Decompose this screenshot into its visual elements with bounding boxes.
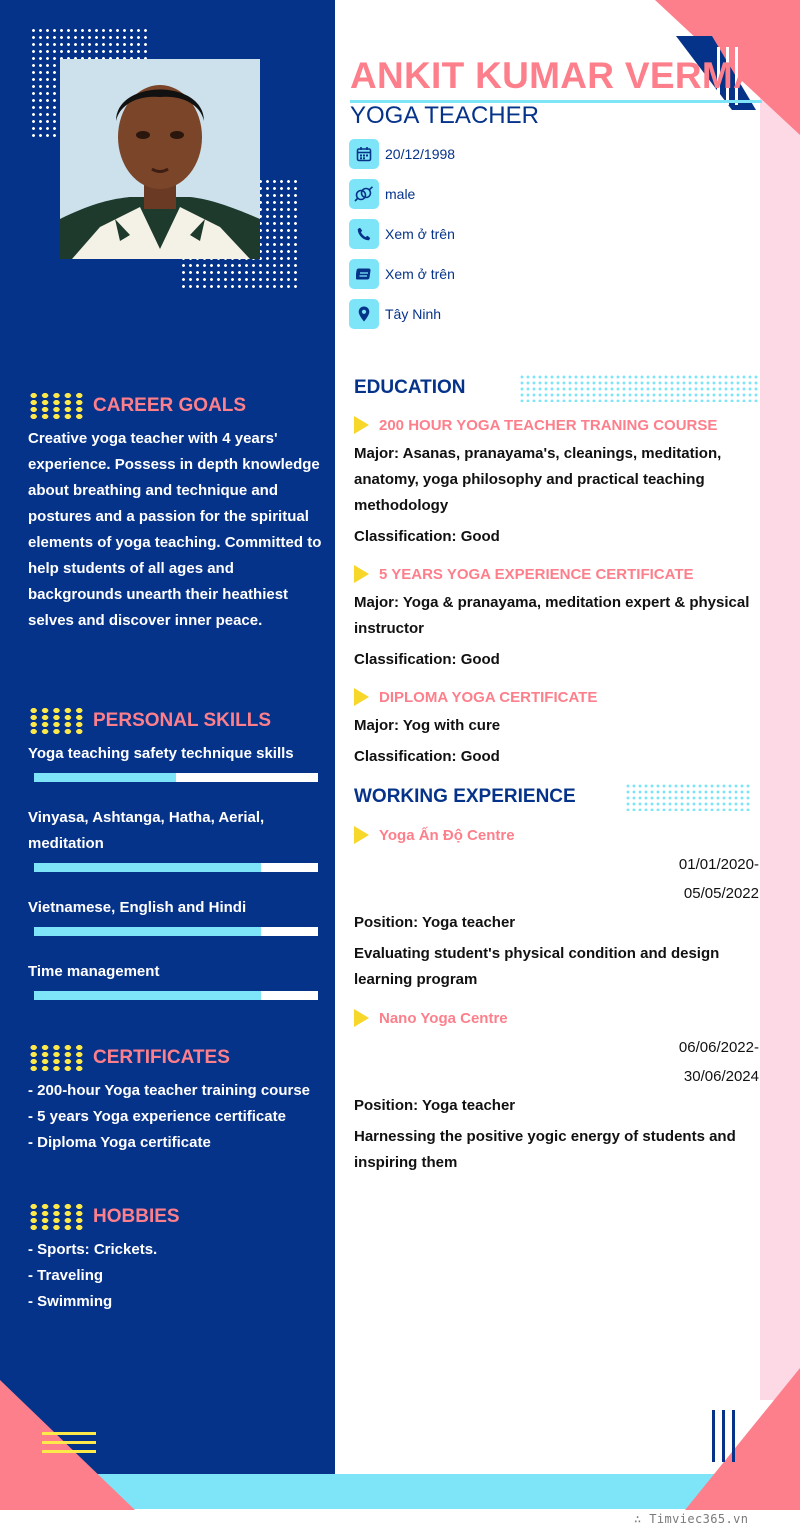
experience-date-start: 01/01/2020-: [678, 856, 759, 873]
hobby-item: - Swimming: [28, 1293, 113, 1310]
experience-dot-pattern: [625, 783, 751, 811]
bottom-right-navy-lines: [712, 1410, 742, 1467]
education-dot-pattern: [519, 374, 759, 402]
experience-item-title: [354, 1009, 508, 1027]
contact-phone-text: Xem ở trên: [385, 226, 455, 242]
experience-position: Position: Yoga teacher: [354, 914, 516, 931]
certificate-item: - Diploma Yoga certificate: [28, 1134, 211, 1151]
bottom-right-pink-triangle: [685, 1368, 800, 1510]
education-classification: Classification: Good: [354, 748, 500, 765]
experience-item-title: [354, 826, 515, 844]
career-goals-text: Creative yoga teacher with 4 years' experience. Possess in depth knowledge about breathing and technique and postures and a passion for the spiritual elements of yoga teaching. Committed to help students of all ages and backgrounds unearth their heathiest selves and discover inner peace.: [28, 430, 322, 629]
triangle-bullet-icon: [354, 416, 369, 434]
experience-description: Harnessing the positive yogic energy of students and inspiring them: [354, 1128, 736, 1171]
education-major: Major: Yoga & pranayama, meditation expert & physical instructor: [354, 594, 750, 637]
hobbies-title: HOBBIES: [93, 1206, 180, 1227]
experience-description: Evaluating student's physical condition and design learning program: [354, 945, 720, 988]
contact-address: [349, 299, 441, 329]
education-classification: Classification: Good: [354, 651, 500, 668]
contact-email-text: Xem ở trên: [385, 266, 455, 282]
experience-position: Position: Yoga teacher: [354, 1097, 516, 1114]
triangle-bullet-icon: [354, 688, 369, 706]
contact-address-text: Tây Ninh: [385, 306, 442, 322]
skill-bar: [34, 991, 318, 1000]
calendar-icon: [349, 139, 379, 169]
contact-birthday-text: 20/12/1998: [385, 146, 456, 162]
hobby-item: - Sports: Crickets.: [28, 1241, 158, 1258]
certificate-item: - 5 years Yoga experience certificate: [28, 1108, 286, 1125]
personal-skills-title: PERSONAL SKILLS: [93, 710, 272, 731]
candidate-name: ANKIT KUMAR VERMA: [350, 55, 761, 96]
contact-gender: [349, 179, 415, 209]
contact-phone: [349, 219, 455, 249]
hobby-item: - Traveling: [28, 1267, 104, 1284]
hobbies-heading: [28, 1203, 180, 1231]
skill-bar-fill: [34, 991, 261, 1000]
triangle-bullet-icon: [354, 1009, 369, 1027]
skill-bar: [34, 863, 318, 872]
skill-name: Vinyasa, Ashtanga, Hatha, Aerial, meditation: [28, 809, 265, 852]
experience-date-end: 05/05/2022: [683, 885, 759, 902]
education-item-title: [354, 416, 717, 434]
skill-bar: [34, 773, 318, 782]
gender-icon: [349, 179, 379, 209]
experience-date-end: 30/06/2024: [683, 1068, 759, 1085]
education-name: 5 YEARS YOGA EXPERIENCE CERTIFICATE: [379, 565, 694, 583]
watermark: ∴ Timviec365.vn: [634, 1512, 749, 1526]
skill-name: Yoga teaching safety technique skills: [28, 745, 294, 762]
education-classification: Classification: Good: [354, 528, 500, 545]
experience-company: Nano Yoga Centre: [379, 1009, 508, 1027]
phone-icon: [349, 219, 379, 249]
heading-dot-icon: [28, 707, 85, 735]
right-pink-strip: [760, 0, 800, 1400]
education-name: DIPLOMA YOGA CERTIFICATE: [379, 688, 598, 706]
education-heading: EDUCATION: [354, 377, 466, 398]
triangle-bullet-icon: [354, 826, 369, 844]
location-icon: [349, 299, 379, 329]
personal-skills-heading: [28, 707, 271, 735]
career-goals-title: CAREER GOALS: [93, 395, 247, 416]
education-item-title: [354, 565, 694, 583]
skill-bar: [34, 927, 318, 936]
profile-photo: [60, 59, 260, 259]
education-major: Major: Yog with cure: [354, 717, 501, 734]
contact-email: [349, 259, 455, 289]
certificates-heading: [28, 1044, 230, 1072]
skill-bar-fill: [34, 773, 176, 782]
experience-heading: WORKING EXPERIENCE: [354, 786, 576, 807]
triangle-bullet-icon: [354, 565, 369, 583]
heading-dot-icon: [28, 1044, 85, 1072]
certificates-title: CERTIFICATES: [93, 1047, 230, 1068]
contact-birthday: [349, 139, 455, 169]
contact-gender-text: male: [385, 186, 416, 202]
email-icon: [349, 259, 379, 289]
heading-dot-icon: [28, 1203, 85, 1231]
experience-company: Yoga Ấn Độ Centre: [379, 826, 515, 844]
skill-bar-fill: [34, 927, 261, 936]
education-major: Major: Asanas, pranayama's, cleanings, meditation, anatomy, yoga philosophy and practical teaching methodology: [354, 445, 722, 514]
skill-name: Time management: [28, 963, 160, 980]
bottom-left-yellow-lines: [42, 1432, 96, 1459]
heading-dot-icon: [28, 392, 85, 420]
education-item-title: [354, 688, 597, 706]
experience-date-start: 06/06/2022-: [678, 1039, 759, 1056]
education-name: 200 HOUR YOGA TEACHER TRANING COURSE: [379, 416, 718, 434]
skill-bar-fill: [34, 863, 261, 872]
career-goals-heading: [28, 392, 246, 420]
job-title: YOGA TEACHER: [350, 102, 539, 129]
certificate-item: - 200-hour Yoga teacher training course: [28, 1082, 311, 1099]
skill-name: Vietnamese, English and Hindi: [28, 899, 247, 916]
